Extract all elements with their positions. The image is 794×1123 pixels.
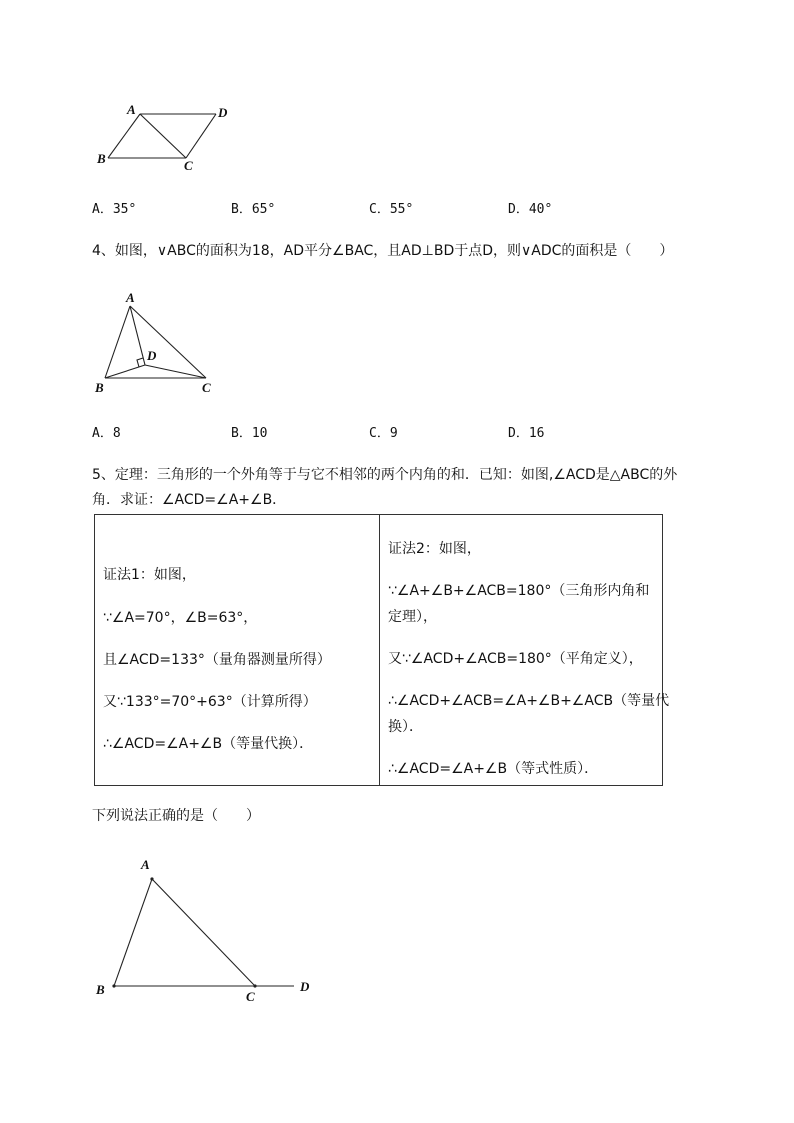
- label-D: D: [147, 348, 157, 363]
- segment-AB: [108, 114, 140, 158]
- q3-option-c[interactable]: C．55°: [369, 202, 414, 217]
- proof2-line: ∵∠A+∠B+∠ACB=180°（三角形内角和: [388, 583, 650, 599]
- proof-2-cell: [380, 515, 670, 785]
- q4-option-d[interactable]: D．16: [508, 426, 545, 441]
- proof2-line: 定理），: [388, 609, 437, 625]
- segment-AC: [130, 306, 206, 378]
- q3-option-a[interactable]: A．35°: [92, 202, 137, 217]
- q3-option-d[interactable]: D．40°: [508, 202, 553, 217]
- segment-DC: [145, 365, 206, 378]
- label-D: D: [218, 105, 228, 120]
- label-C: C: [246, 989, 255, 1004]
- label-B: B: [96, 982, 105, 997]
- label-A: A: [126, 290, 135, 305]
- q3-option-b[interactable]: B．65°: [231, 202, 276, 217]
- label-C: C: [202, 380, 211, 395]
- label-C: C: [184, 158, 193, 173]
- label-D: D: [300, 979, 310, 994]
- proof1-line: ∵∠A=70°，∠B=63°，: [103, 610, 258, 626]
- q4-option-a[interactable]: A．8: [92, 426, 121, 441]
- label-A: A: [127, 102, 136, 117]
- q5-proof-table: [94, 514, 670, 786]
- q5-question: 下列说法正确的是（ ）: [92, 808, 260, 824]
- proof2-line: 又∵∠ACD+∠ACB=180°（平角定义），: [388, 651, 643, 667]
- label-B: B: [95, 380, 104, 395]
- segment-DC: [186, 114, 216, 158]
- q4-option-c[interactable]: C．9: [369, 426, 398, 441]
- segment-AB: [105, 306, 130, 378]
- proof-1-cell: [95, 515, 380, 785]
- label-B: B: [97, 151, 106, 166]
- q4-option-b[interactable]: B．10: [231, 426, 268, 441]
- proof1-line: 且∠ACD=133°（量角器测量所得）: [103, 652, 331, 668]
- proof2-line: 证法2：如图，: [388, 541, 481, 557]
- q4-stem: 4、如图，∨ABC的面积为18，AD平分∠BAC，且AD⊥BD于点D，则∨ADC的面积是（ ）: [92, 243, 674, 259]
- diagonal-AC: [140, 114, 186, 158]
- proof2-line: ∴∠ACD=∠A+∠B（等式性质）．: [388, 761, 599, 777]
- q4-triangle-figure: [90, 288, 230, 398]
- segment-AB: [114, 879, 152, 986]
- q5-exterior-angle-figure: [90, 850, 330, 1010]
- q5-stem-line1: 5、定理：三角形的一个外角等于与它不相邻的两个内角的和．已知：如图,∠ACD是△ABC的外: [92, 467, 678, 483]
- q5-stem-line2: 角．求证：∠ACD=∠A+∠B．: [92, 492, 287, 508]
- segment-AD: [130, 306, 145, 365]
- proof2-line: ∴∠ACD+∠ACB=∠A+∠B+∠ACB（等量代: [388, 693, 670, 709]
- label-A: A: [141, 857, 150, 872]
- proof2-line: 换）．: [388, 719, 423, 735]
- segment-AC: [152, 879, 255, 986]
- proof1-line: ∴∠ACD=∠A+∠B（等量代换）．: [103, 736, 314, 752]
- proof1-line: 证法1：如图，: [103, 567, 196, 583]
- q3-parallelogram-figure: [90, 98, 240, 178]
- proof1-line: 又∵133°=70°+63°（计算所得）: [103, 694, 317, 710]
